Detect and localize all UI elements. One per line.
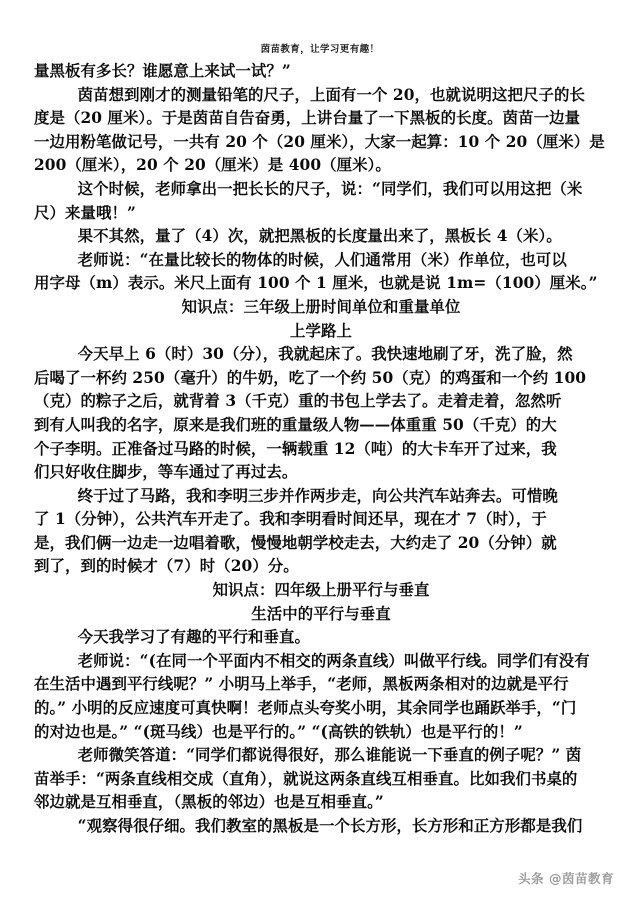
text-line: 在生活中遇到平行线呢？” 小明马上举手，“老师，黑板两条相对的边就是平行	[34, 675, 569, 694]
text-line: 上学路上	[290, 321, 352, 340]
text-line: 量黑板有多长？谁愿意上来试一试？”	[34, 62, 291, 80]
text-line: 用字母（m）表示。米尺上面有 100 个 1 厘米，也就是说 1m=（100）厘米。”	[34, 274, 598, 293]
text-line: 度是（20 厘米）。于是茵苗自告奋勇，上讲台量了一下黑板的长度。茵苗一边量	[34, 109, 581, 128]
text-line: 老师说：“(在同一个平面内不相交的两条直线）叫做平行线。同学们有没有	[34, 651, 590, 670]
text-line: 200（厘米），20 个 20（厘米）是 400（厘米）。	[34, 156, 391, 175]
text-line: 今天早上 6（时）30（分），我就起床了。我快速地刷了牙，洗了脸，然	[34, 345, 573, 364]
text-line: “观察得很仔细。我们教室的黑板是一个长方形，长方形和正方形都是我们	[34, 817, 583, 835]
page-running-header: 茵苗教育，让学习更有趣！	[260, 44, 380, 55]
text-line: 今天我学习了有趣的平行和垂直。	[34, 628, 311, 647]
text-line: 到有人叫我的名字，原来是我们班的重量级人物——体重重 50（千克）的大	[34, 415, 557, 434]
text-line: 果不其然，量了（4）次，就把黑板的长度量出来了，黑板长 4（米）。	[34, 227, 562, 246]
text-line: 生活中的平行与垂直	[251, 604, 391, 623]
text-line: 这个时候，老师拿出一把长长的尺子，说：“同学们，我们可以用这把（米	[34, 179, 583, 198]
text-line: 到了，到的时候才（7）时（20）分。	[34, 557, 299, 576]
text-line: 知识点：三年级上册时间单位和重量单位	[181, 297, 461, 316]
text-line: 茵苗想到刚才的测量铅笔的尺子，上面有一个 20，也就说明这把尺子的长	[34, 85, 585, 104]
text-line: 尺）来量哦！”	[34, 203, 136, 222]
text-line: 的对边也是。” “(斑马线）也是平行的。” “(高铁的铁轨）也是平行的！”	[34, 722, 523, 741]
document-body-text	[34, 60, 608, 839]
text-line: 后喝了一杯约 250（毫升）的牛奶，吃了一个约 50（克）的鸡蛋和一个约 100	[34, 368, 587, 387]
text-line: 终于过了马路，我和李明三步并作两步走，向公共汽车站奔去。可惜晚	[34, 486, 558, 505]
text-line: 知识点：四年级上册平行与垂直	[212, 581, 430, 600]
text-line: 个子李明。正准备过马路的时候，一辆载重 12（吨）的大卡车开了过来，我	[34, 439, 557, 458]
text-line: 们只好收住脚步，等车通过了再过去。	[34, 463, 298, 482]
text-line: 是，我们俩一边走一边唱着歌，慢慢地朝学校走去，大约走了 20（分钟）就	[34, 533, 557, 552]
text-line: 苗举手：“两条直线相交成（直角），就说这两条直线互相垂直。比如我们书桌的	[34, 769, 578, 788]
text-line: （克）的粽子之后，就背着 3（千克）重的书包上学去了。走着走着，忽然听	[34, 392, 562, 411]
watermark-toutiao: 头条 @茵苗教育	[518, 871, 614, 886]
text-line: 老师微笑答道：“同学们都说得很好，那么谁能说一下垂直的例子呢？” 茵	[34, 746, 582, 765]
text-line: 的。” 小明的反应速度可真快啊！老师点头夸奖小明，其余同学也踊跃举手，“门	[34, 699, 577, 718]
text-line: 一边用粉笔做记号，一共有 20 个（20 厘米），大家一起算：10 个 20（厘米）是	[34, 132, 605, 151]
text-line: 邻边就是互相垂直，（黑板的邻边）也是互相垂直。”	[34, 793, 384, 812]
text-line: 了 1（分钟），公共汽车开走了。我和李明看时间还早，现在才 7（时），于	[34, 510, 547, 529]
text-line: 老师说：“在量比较长的物体的时候，人们通常用（米）作单位，也可以	[34, 250, 567, 269]
